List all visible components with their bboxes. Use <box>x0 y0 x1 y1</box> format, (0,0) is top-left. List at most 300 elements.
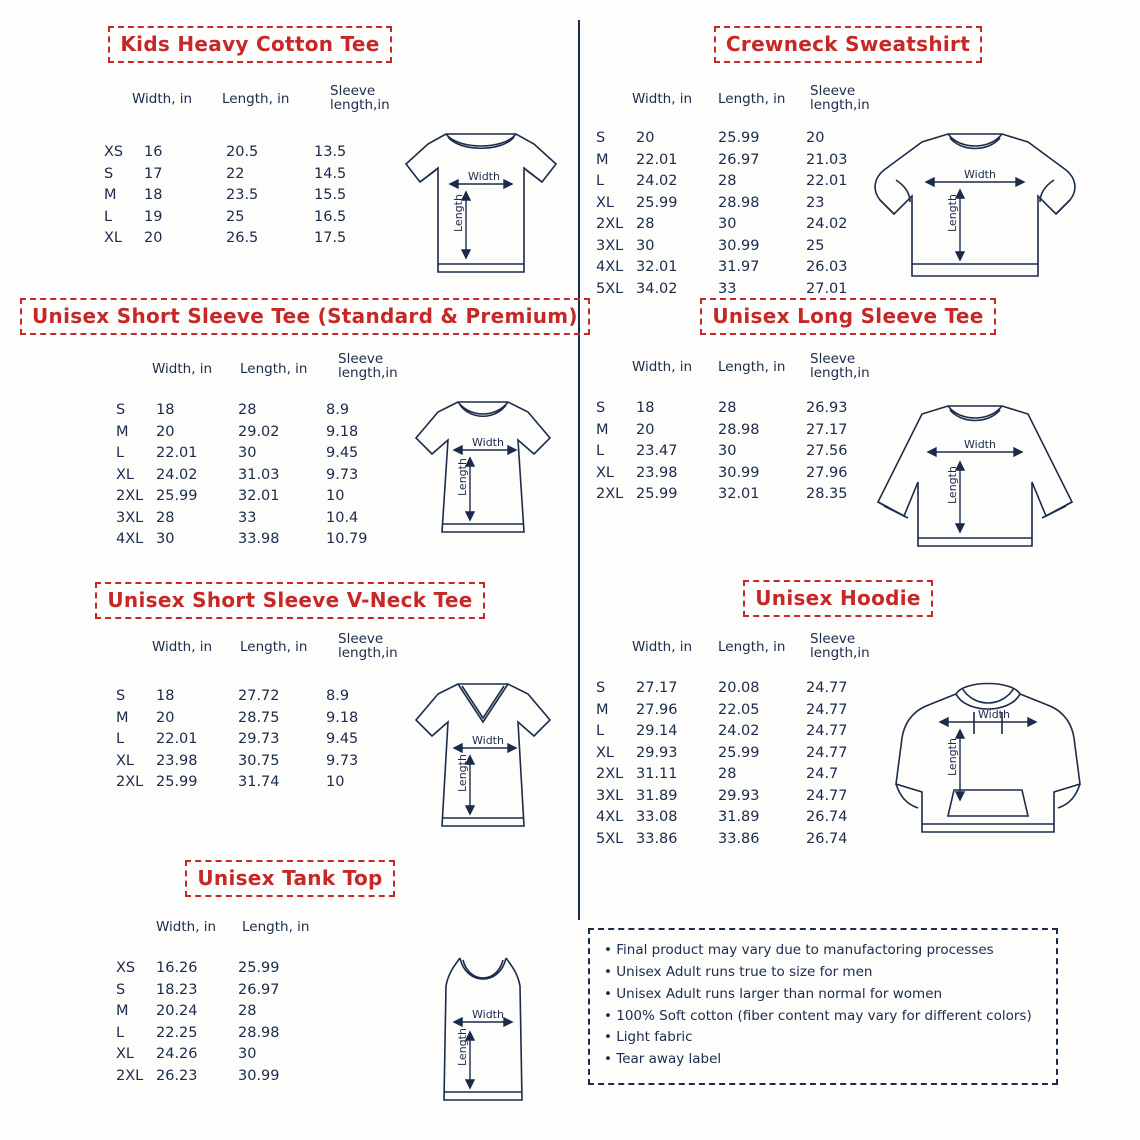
cell-sleeve: 9.18 <box>326 423 359 440</box>
cell-size: 3XL <box>596 787 624 804</box>
cell-size: L <box>116 1024 125 1041</box>
table-row <box>116 508 386 530</box>
length-label: Length <box>456 458 469 496</box>
table-row <box>596 463 866 485</box>
cell-width: 24.02 <box>156 466 198 483</box>
cell-width: 31.11 <box>636 766 678 783</box>
column-header-sleeve <box>330 84 390 112</box>
cell-size: L <box>116 445 125 462</box>
cell-sleeve: 27.96 <box>806 464 848 481</box>
cell-width: 20 <box>156 709 175 726</box>
cell-width: 33.08 <box>636 809 678 826</box>
cell-sleeve: 13.5 <box>314 144 347 160</box>
section-unisex-tank-top <box>20 860 570 897</box>
cell-length: 24.02 <box>718 723 760 740</box>
column-header-length: Length, in <box>240 639 308 655</box>
table-row <box>596 257 866 279</box>
cell-width: 20 <box>144 230 163 247</box>
cell-length: 27.72 <box>238 688 280 704</box>
column-header-length: Length, in <box>718 359 786 375</box>
cell-width: 17 <box>144 165 163 182</box>
column-header-width: Width, in <box>632 639 693 655</box>
size-table-unisex-hoodie <box>596 678 866 851</box>
table-row <box>104 185 374 207</box>
title-wrap <box>588 580 1088 617</box>
table-row <box>596 786 866 808</box>
table-row <box>116 1023 326 1045</box>
cell-width: 20 <box>156 423 175 440</box>
cell-width: 18 <box>144 187 163 204</box>
cell-sleeve: 10 <box>326 774 345 791</box>
column-header-length: Length, in <box>222 91 290 107</box>
cell-sleeve: 28.35 <box>806 486 848 503</box>
cell-width: 34.02 <box>636 280 678 297</box>
table-row <box>116 1066 326 1088</box>
cell-length: 31.74 <box>238 774 280 791</box>
cell-size: M <box>596 421 609 438</box>
cell-size: S <box>116 981 126 998</box>
cell-sleeve: 8.9 <box>326 402 350 418</box>
cell-width: 20 <box>636 421 655 438</box>
table-row <box>116 1044 326 1066</box>
column-header-width: Width, in <box>152 639 213 655</box>
garment-illustration-unisex-tee <box>392 382 572 562</box>
width-label: Width <box>472 436 504 449</box>
cell-size: S <box>116 402 126 418</box>
cell-length: 28 <box>238 402 257 418</box>
size-table-crewneck-sweatshirt <box>596 128 866 301</box>
note-item: • Unisex Adult runs larger than normal for women <box>604 985 943 1002</box>
column-header-sleeve <box>338 352 398 380</box>
cell-length: 28 <box>718 173 737 190</box>
size-table-unisex-tank-top <box>116 958 326 1087</box>
cell-width: 20 <box>636 130 655 146</box>
table-row <box>596 150 866 172</box>
cell-width: 27.96 <box>636 701 678 718</box>
table-row <box>596 236 866 258</box>
section-crewneck-sweatshirt <box>588 26 1128 63</box>
length-label: Length <box>946 738 959 776</box>
width-label: Width <box>978 708 1010 721</box>
table-body <box>116 958 326 1087</box>
table-row <box>116 958 326 980</box>
cell-width: 24.02 <box>636 173 678 190</box>
sleeve-header-line1: Sleeve <box>330 83 376 99</box>
table-row <box>596 721 866 743</box>
cell-size: S <box>596 400 606 416</box>
garment-illustration-tank-top <box>404 940 564 1120</box>
cell-length: 30.99 <box>718 464 760 481</box>
cell-size: 3XL <box>596 237 624 254</box>
cell-width: 23.98 <box>636 464 678 481</box>
table-row <box>596 441 866 463</box>
cell-sleeve: 14.5 <box>314 165 347 182</box>
cell-width: 16 <box>144 144 163 160</box>
table-row <box>596 171 866 193</box>
title-wrap <box>20 26 480 63</box>
cell-size: 5XL <box>596 280 624 297</box>
cell-width: 32.01 <box>636 259 678 276</box>
table-body <box>104 142 374 250</box>
cell-length: 28.75 <box>238 709 280 726</box>
table-row <box>104 164 374 186</box>
width-label: Width <box>468 170 500 183</box>
table-row <box>116 529 386 551</box>
section-title: Unisex Hoodie <box>743 580 933 617</box>
cell-size: L <box>596 173 605 190</box>
cell-size: XL <box>596 464 615 481</box>
table-row <box>116 486 386 508</box>
cell-width: 25.99 <box>636 486 678 503</box>
cell-size: L <box>104 208 113 225</box>
cell-width: 22.01 <box>156 445 198 462</box>
size-table-unisex-v-neck-tee <box>116 686 386 794</box>
cell-length: 25.99 <box>718 130 760 146</box>
cell-size: 2XL <box>596 216 624 233</box>
cell-size: XL <box>596 744 615 761</box>
cell-length: 26.97 <box>718 151 760 168</box>
cell-length: 33.98 <box>238 531 280 548</box>
cell-sleeve: 17.5 <box>314 230 347 247</box>
cell-size: XL <box>116 466 135 483</box>
table-body <box>596 398 866 506</box>
cell-width: 23.47 <box>636 443 678 460</box>
cell-sleeve: 21.03 <box>806 151 848 168</box>
cell-size: XL <box>116 752 135 769</box>
column-header-width: Width, in <box>152 361 213 377</box>
cell-sleeve: 9.73 <box>326 466 359 483</box>
cell-size: M <box>596 151 609 168</box>
table-row <box>596 420 866 442</box>
table-row <box>116 1001 326 1023</box>
cell-size: XL <box>116 1046 135 1063</box>
sleeve-header-line1: Sleeve <box>810 351 856 367</box>
cell-width: 28 <box>156 509 175 526</box>
cell-size: 4XL <box>596 259 624 276</box>
cell-length: 31.97 <box>718 259 760 276</box>
cell-sleeve: 9.45 <box>326 445 359 462</box>
table-row <box>116 980 326 1002</box>
table-row <box>596 484 866 506</box>
sleeve-header-line1: Sleeve <box>810 631 856 647</box>
cell-length: 33 <box>238 509 257 526</box>
width-label: Width <box>472 734 504 747</box>
cell-sleeve: 26.03 <box>806 259 848 276</box>
sleeve-header-line2: length,in <box>338 645 398 662</box>
cell-size: L <box>116 731 125 748</box>
cell-sleeve: 24.02 <box>806 216 848 233</box>
cell-width: 18 <box>636 400 655 416</box>
sleeve-header-line2: length,in <box>810 97 870 114</box>
cell-sleeve: 27.17 <box>806 421 848 438</box>
table-row <box>116 686 386 708</box>
section-kids-heavy-cotton-tee <box>20 26 570 63</box>
garment-illustration-crewneck-sweatshirt <box>860 108 1090 298</box>
cell-length: 31.89 <box>718 809 760 826</box>
cell-length: 28.98 <box>718 194 760 211</box>
cell-size: 5XL <box>596 830 624 847</box>
cell-width: 27.17 <box>636 680 678 696</box>
cell-width: 24.26 <box>156 1046 198 1063</box>
cell-length: 26.5 <box>226 230 259 247</box>
cell-width: 28 <box>636 216 655 233</box>
cell-size: 4XL <box>596 809 624 826</box>
cell-sleeve: 26.74 <box>806 830 848 847</box>
cell-length: 29.02 <box>238 423 280 440</box>
cell-length: 30 <box>238 445 257 462</box>
length-label: Length <box>456 754 469 792</box>
cell-sleeve: 27.56 <box>806 443 848 460</box>
table-row <box>596 829 866 851</box>
column-header-length: Length, in <box>718 639 786 655</box>
cell-length: 33 <box>718 280 737 297</box>
size-table-kids-heavy-cotton-tee <box>104 142 374 250</box>
cell-size: M <box>116 423 129 440</box>
section-title: Crewneck Sweatshirt <box>714 26 982 63</box>
table-row <box>596 743 866 765</box>
cell-size: S <box>596 680 606 696</box>
cell-sleeve: 27.01 <box>806 280 848 297</box>
cell-sleeve: 9.18 <box>326 709 359 726</box>
garment-illustration-kids-tee <box>384 112 564 292</box>
section-unisex-short-sleeve-tee <box>20 298 578 335</box>
width-label: Width <box>964 438 996 451</box>
cell-length: 28.98 <box>238 1024 280 1041</box>
table-row <box>116 465 386 487</box>
cell-length: 30.99 <box>718 237 760 254</box>
cell-size: S <box>116 688 126 704</box>
cell-sleeve: 22.01 <box>806 173 848 190</box>
cell-sleeve: 25 <box>806 237 825 254</box>
sleeve-header-line2: length,in <box>338 365 398 382</box>
cell-size: M <box>596 701 609 718</box>
cell-size: 2XL <box>116 1067 144 1084</box>
cell-width: 22.01 <box>156 731 198 748</box>
table-row <box>104 142 374 164</box>
cell-sleeve: 10.4 <box>326 509 359 526</box>
table-row <box>116 443 386 465</box>
cell-size: 2XL <box>116 488 144 505</box>
sleeve-header-line1: Sleeve <box>338 351 384 367</box>
cell-size: 2XL <box>596 486 624 503</box>
length-label: Length <box>946 194 959 232</box>
cell-length: 32.01 <box>718 486 760 503</box>
column-header-length: Length, in <box>718 91 786 107</box>
column-header-length: Length, in <box>242 919 310 935</box>
title-wrap <box>20 860 560 897</box>
cell-width: 30 <box>156 531 175 548</box>
cell-length: 28 <box>718 400 737 416</box>
section-unisex-short-sleeve-v-neck-tee <box>20 582 570 619</box>
cell-width: 22.01 <box>636 151 678 168</box>
sleeve-header-line2: length,in <box>810 645 870 662</box>
cell-size: XL <box>104 230 123 247</box>
column-header-sleeve <box>338 632 398 660</box>
table-row <box>596 398 866 420</box>
column-header-sleeve <box>810 352 870 380</box>
cell-size: 2XL <box>596 766 624 783</box>
table-row <box>116 772 386 794</box>
cell-length: 30 <box>718 443 737 460</box>
sleeve-header-line2: length,in <box>330 97 390 114</box>
title-wrap <box>20 298 578 335</box>
cell-sleeve: 9.73 <box>326 752 359 769</box>
cell-size: 2XL <box>116 774 144 791</box>
cell-sleeve: 10 <box>326 488 345 505</box>
cell-width: 18.23 <box>156 981 198 998</box>
cell-length: 20.5 <box>226 144 259 160</box>
notes-box <box>588 928 1058 1085</box>
table-row <box>596 700 866 722</box>
cell-size: L <box>596 443 605 460</box>
sleeve-header-line1: Sleeve <box>810 83 856 99</box>
cell-sleeve: 23 <box>806 194 825 211</box>
length-label: Length <box>452 194 465 232</box>
table-row <box>104 207 374 229</box>
column-header-length: Length, in <box>240 361 308 377</box>
cell-width: 20.24 <box>156 1003 198 1020</box>
note-item: • Light fabric <box>604 1029 693 1046</box>
cell-length: 25 <box>226 208 245 225</box>
cell-length: 23.5 <box>226 187 259 204</box>
column-header-sleeve <box>810 632 870 660</box>
cell-size: S <box>104 165 114 182</box>
width-label: Width <box>964 168 996 181</box>
table-row <box>596 193 866 215</box>
cell-width: 22.25 <box>156 1024 198 1041</box>
column-header-width: Width, in <box>632 91 693 107</box>
cell-sleeve: 24.77 <box>806 723 848 740</box>
section-title: Unisex Long Sleeve Tee <box>700 298 995 335</box>
cell-width: 23.98 <box>156 752 198 769</box>
garment-illustration-hoodie <box>878 664 1098 854</box>
cell-width: 30 <box>636 237 655 254</box>
table-row <box>116 708 386 730</box>
table-row <box>596 764 866 786</box>
cell-sleeve: 24.77 <box>806 680 848 696</box>
size-table-unisex-long-sleeve-tee <box>596 398 866 506</box>
garment-illustration-v-neck-tee <box>392 664 572 854</box>
cell-length: 22.05 <box>718 701 760 718</box>
cell-sleeve: 24.77 <box>806 701 848 718</box>
section-title: Unisex Short Sleeve Tee (Standard & Premium) <box>20 298 590 335</box>
table-row <box>596 128 866 150</box>
note-item: • Tear away label <box>604 1051 722 1068</box>
cell-width: 16.26 <box>156 960 198 976</box>
cell-length: 22 <box>226 165 245 182</box>
note-item: • 100% Soft cotton (fiber content may vary for different colors) <box>604 1007 1032 1024</box>
cell-size: XS <box>116 960 136 976</box>
cell-length: 32.01 <box>238 488 280 505</box>
cell-width: 19 <box>144 208 163 225</box>
cell-sleeve: 20 <box>806 130 825 146</box>
cell-width: 26.23 <box>156 1067 198 1084</box>
title-wrap <box>20 582 560 619</box>
sleeve-header-line2: length,in <box>810 365 870 382</box>
table-body <box>116 686 386 794</box>
size-table-unisex-short-sleeve-tee <box>116 400 386 551</box>
cell-length: 30.75 <box>238 752 280 769</box>
title-wrap <box>588 298 1108 335</box>
cell-width: 29.93 <box>636 744 678 761</box>
title-wrap <box>588 26 1108 63</box>
cell-length: 26.97 <box>238 981 280 998</box>
column-header-width: Width, in <box>632 359 693 375</box>
cell-length: 20.08 <box>718 680 760 696</box>
cell-size: 3XL <box>116 509 144 526</box>
column-header-width: Width, in <box>132 91 193 107</box>
cell-size: M <box>104 187 117 204</box>
table-row <box>116 751 386 773</box>
cell-width: 29.14 <box>636 723 678 740</box>
cell-sleeve: 24.77 <box>806 787 848 804</box>
garment-illustration-long-sleeve-tee <box>860 382 1090 572</box>
table-row <box>116 400 386 422</box>
length-label: Length <box>456 1028 469 1066</box>
cell-sleeve: 15.5 <box>314 187 347 204</box>
section-title: Unisex Short Sleeve V-Neck Tee <box>95 582 484 619</box>
cell-width: 31.89 <box>636 787 678 804</box>
cell-size: M <box>116 1003 129 1020</box>
cell-size: XL <box>596 194 615 211</box>
section-title: Unisex Tank Top <box>185 860 394 897</box>
table-row <box>116 729 386 751</box>
cell-length: 28.98 <box>718 421 760 438</box>
cell-sleeve: 24.77 <box>806 744 848 761</box>
cell-sleeve: 10.79 <box>326 531 368 548</box>
cell-sleeve: 24.7 <box>806 766 839 783</box>
cell-size: S <box>596 130 606 146</box>
cell-length: 25.99 <box>718 744 760 761</box>
cell-size: M <box>116 709 129 726</box>
width-label: Width <box>472 1008 504 1021</box>
cell-length: 30 <box>718 216 737 233</box>
table-body <box>116 400 386 551</box>
cell-size: L <box>596 723 605 740</box>
cell-length: 31.03 <box>238 466 280 483</box>
cell-length: 29.73 <box>238 731 280 748</box>
cell-sleeve: 8.9 <box>326 688 350 704</box>
cell-length: 30.99 <box>238 1067 280 1084</box>
cell-length: 28 <box>718 766 737 783</box>
cell-width: 33.86 <box>636 830 678 847</box>
cell-length: 29.93 <box>718 787 760 804</box>
section-unisex-long-sleeve-tee <box>588 298 1128 335</box>
cell-sleeve: 16.5 <box>314 208 347 225</box>
cell-length: 28 <box>238 1003 257 1020</box>
cell-width: 25.99 <box>636 194 678 211</box>
section-unisex-hoodie <box>588 580 1128 617</box>
length-label: Length <box>946 466 959 504</box>
cell-width: 25.99 <box>156 488 198 505</box>
cell-size: XS <box>104 144 124 160</box>
table-row <box>596 807 866 829</box>
cell-sleeve: 26.93 <box>806 400 848 416</box>
note-item: • Unisex Adult runs true to size for men <box>604 963 873 980</box>
cell-width: 25.99 <box>156 774 198 791</box>
table-body <box>596 678 866 851</box>
cell-sleeve: 9.45 <box>326 731 359 748</box>
table-body <box>596 128 866 301</box>
cell-length: 30 <box>238 1046 257 1063</box>
table-row <box>596 678 866 700</box>
note-item: • Final product may vary due to manufactoring processes <box>604 942 994 958</box>
cell-width: 18 <box>156 688 175 704</box>
cell-sleeve: 26.74 <box>806 809 848 826</box>
cell-width: 18 <box>156 402 175 418</box>
table-row <box>104 228 374 250</box>
cell-length: 33.86 <box>718 830 760 847</box>
